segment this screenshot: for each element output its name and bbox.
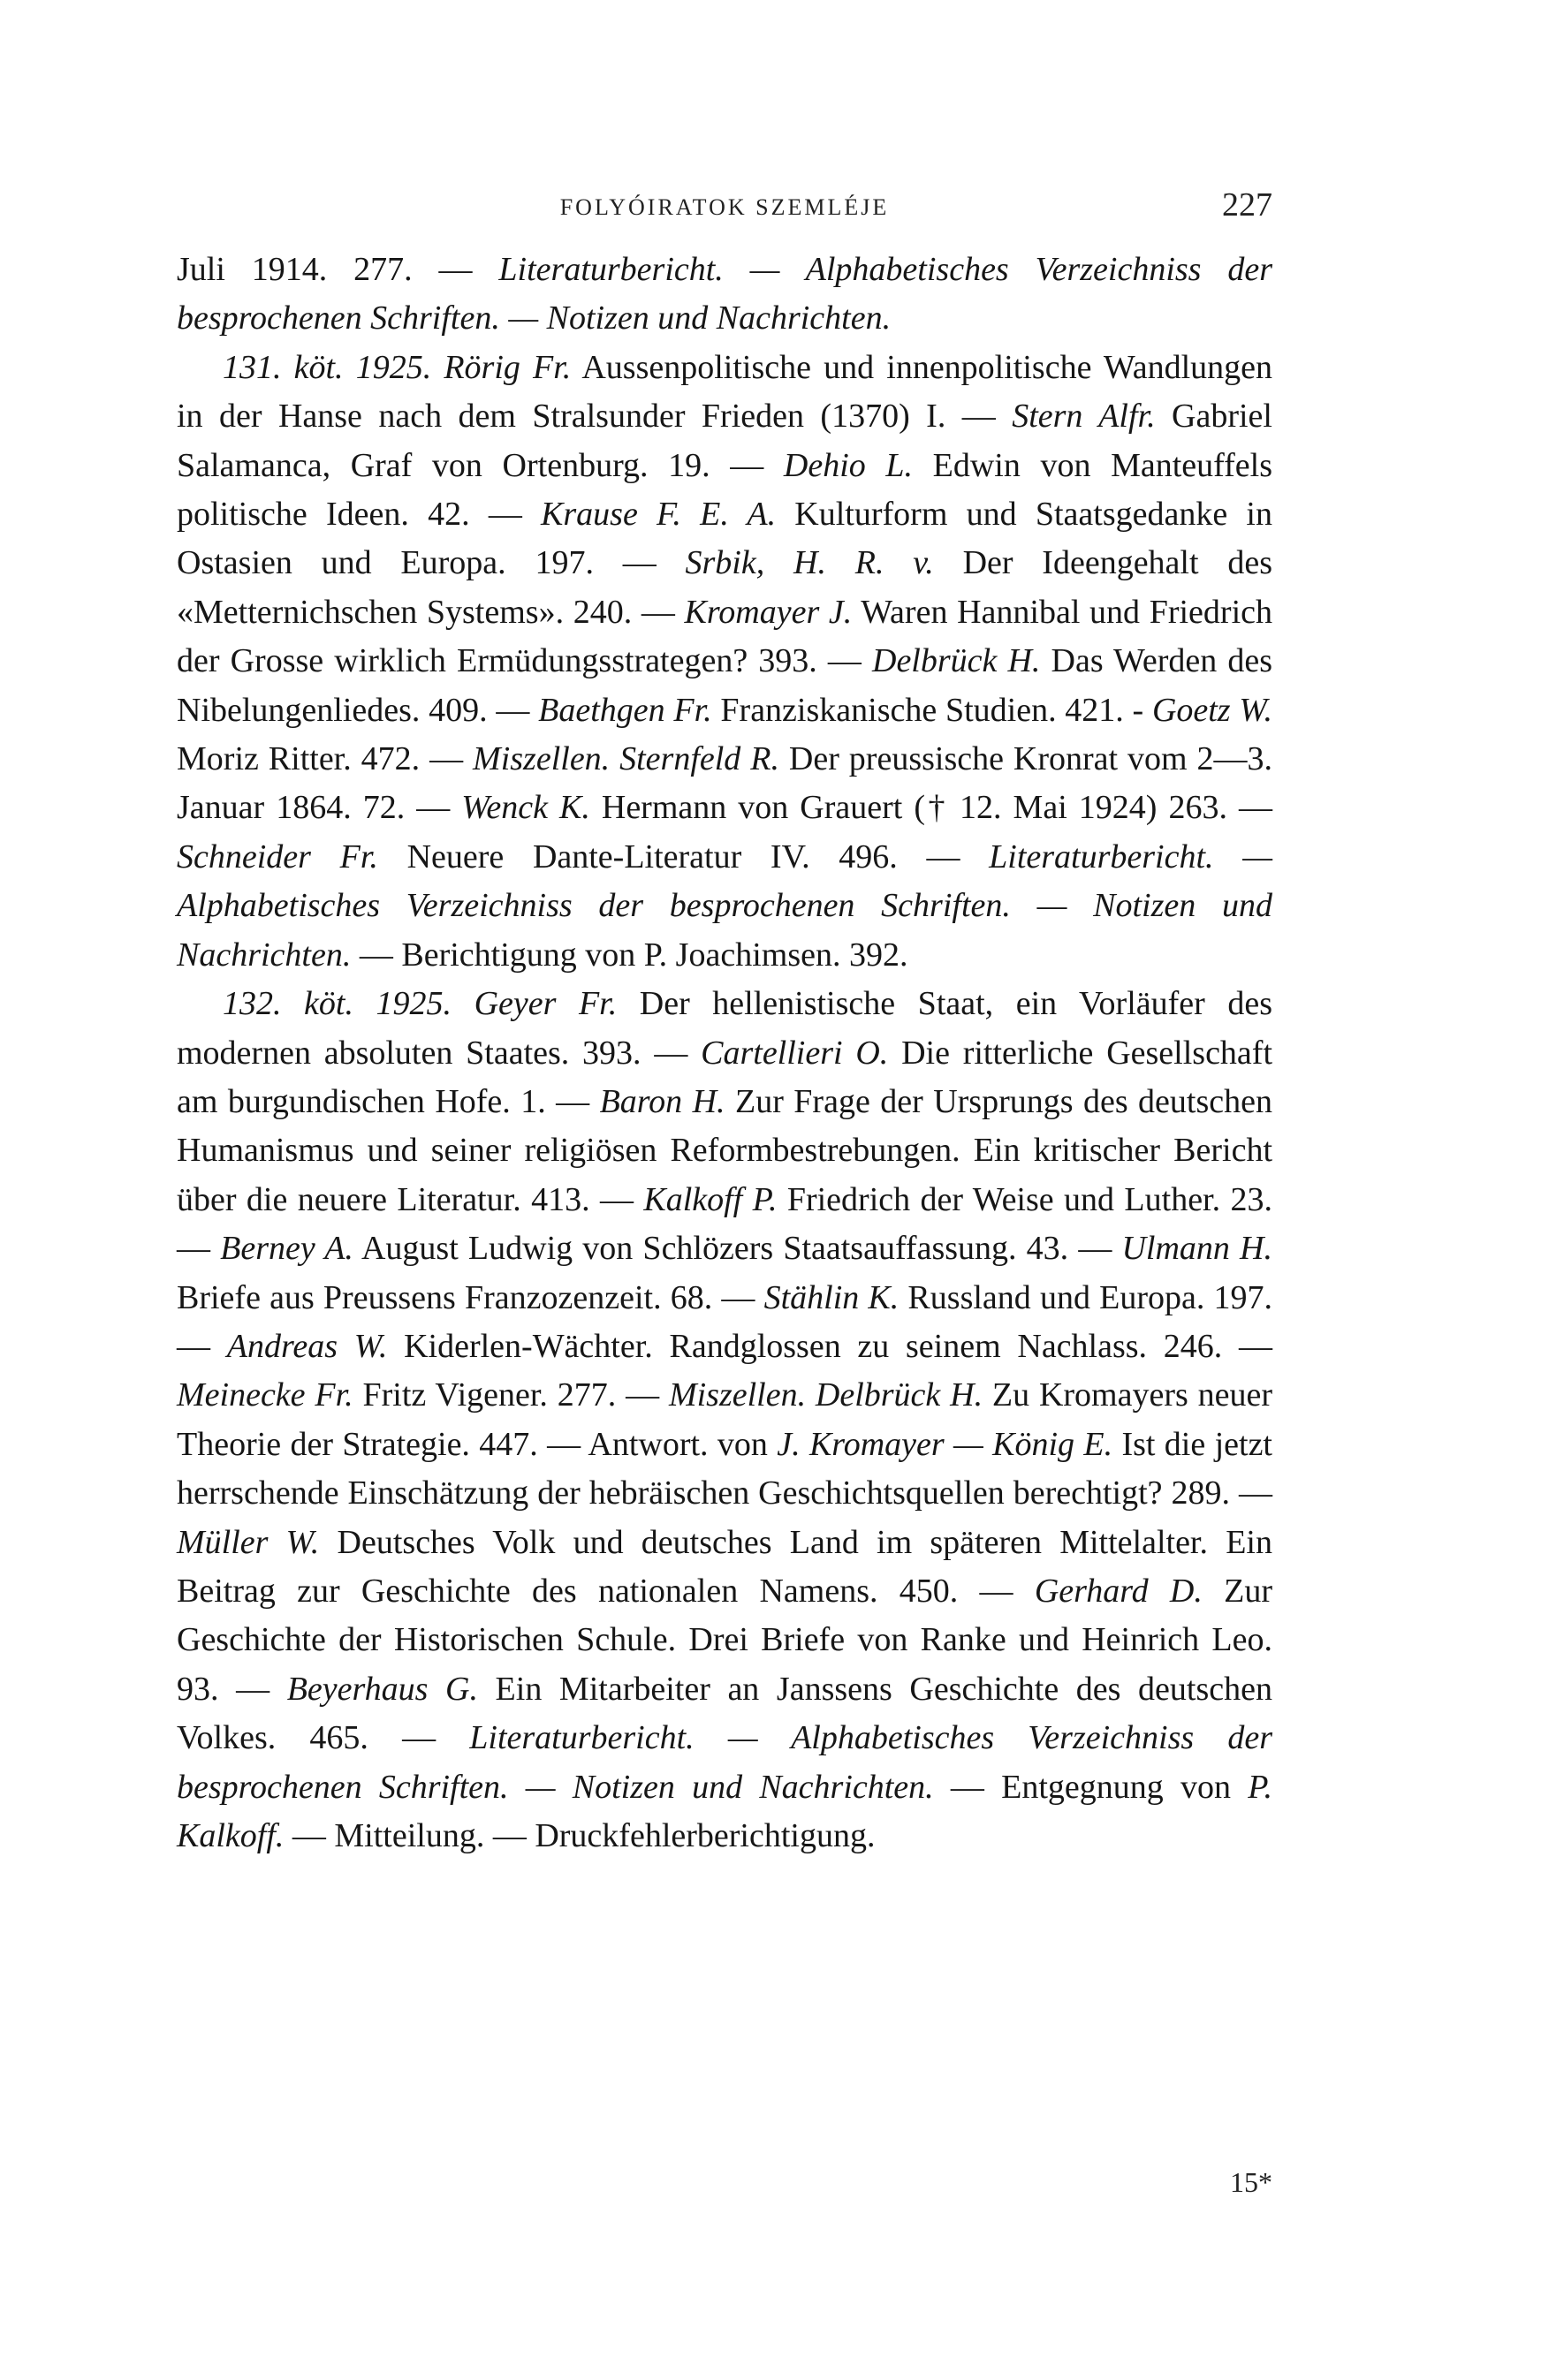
italic-run: Baron H. [599, 1082, 725, 1120]
italic-run: Meinecke Fr. [177, 1376, 353, 1414]
text-run: Neuere Dante-Literatur IV. 496. — [377, 838, 990, 875]
italic-run: Baethgen Fr. [538, 691, 712, 729]
sheet-signature-mark: 15* [1230, 2166, 1272, 2198]
text-run: Der hellenistische Staat, ein Vorläufer des modernen absoluten Staates. 393. — [177, 985, 1273, 1072]
italic-run: Stern Alfr. [1012, 398, 1156, 436]
text-run: — Mitteilung. — Druckfehlerberichtigung. [284, 1817, 876, 1854]
italic-run: Miszellen. Delbrück H. [668, 1376, 983, 1414]
running-title: FOLYÓIRATOK SZEMLÉJE [559, 194, 890, 220]
italic-run: Müller W. [177, 1523, 320, 1561]
page-number: 227 [1222, 186, 1272, 224]
italic-run: Kalkoff P. [643, 1180, 778, 1218]
body-text [177, 246, 1272, 1861]
italic-run: 131. köt. 1925. Rörig Fr. [223, 348, 572, 386]
italic-run: P. Kalkoff. [177, 1768, 1273, 1854]
text-run: Die ritterliche Gesellschaft am burgundischen Hofe. 1. — [177, 1034, 1273, 1120]
text-run: Juli 1914. 277. — [177, 251, 499, 288]
italic-run: Gerhard D. [1034, 1572, 1203, 1610]
text-run: Der preussische Kronrat vom 2—3. Januar 1864. 72. — [177, 740, 1273, 827]
italic-run: Wenck K. [461, 789, 590, 827]
text-run: Aussenpolitische und innenpolitische Wandlungen in der Hanse nach dem Stralsunder Frieden (1370) I. — [177, 348, 1272, 436]
text-run: Gabriel Salamanca, Graf von Ortenburg. 19. — [177, 398, 1272, 484]
italic-run: Andreas W. [226, 1327, 388, 1365]
italic-run: Stählin K. [763, 1278, 900, 1316]
text-run: Russland und Europa. 197. — [177, 1278, 1272, 1365]
text-run: Moriz Ritter. 472. — [177, 740, 474, 778]
paragraph-3 [177, 980, 1272, 1861]
italic-run: Kromayer J. [684, 593, 853, 631]
italic-run: Cartellieri O. [701, 1034, 889, 1072]
text-run: Ein Mitarbeiter an Janssens Geschichte des deutschen Volkes. 465. — [177, 1670, 1272, 1757]
text-run: Waren Hannibal und Friedrich der Grosse wirklich Ermüdungsstrategen? 393. — [177, 593, 1272, 680]
text-run: August Ludwig von Schlözers Staatsauffassung. 43. — [353, 1230, 1122, 1268]
text-run: — Entgegnung von [933, 1768, 1249, 1806]
paragraph-1 [177, 246, 1272, 344]
text-run: Zu Kromayers neuer Theorie der Strategie. 447. — Antwort. von [177, 1376, 1273, 1463]
page-header [177, 186, 1272, 239]
italic-run: Literaturbericht. — Alphabetisches Verzeichniss der besprochenen Schriften. — Notizen und Nachrichten. [177, 838, 1272, 974]
text-run: Franziskanische Studien. 421. - [711, 691, 1152, 729]
text-run: Hermann von Grauert († 12. Mai 1924) 263. — [589, 789, 1272, 827]
paragraph-2 [177, 344, 1272, 980]
italic-run: Literaturbericht. — Alphabetisches Verzeichniss der besprochenen Schriften. — Notizen und Nachrichten. [177, 251, 1272, 337]
text-run: Fritz Vigener. 277. — [353, 1376, 669, 1414]
italic-run: Beyerhaus G. [286, 1670, 478, 1708]
text-run: Der Ideengehalt des «Metternichschen Systems». 240. — [177, 544, 1272, 631]
italic-run: J. Kromayer — König E. [777, 1425, 1113, 1463]
text-run: — Berichtigung von P. Joachimsen. 392. [351, 936, 908, 974]
italic-run: Miszellen. Sternfeld R. [473, 740, 779, 778]
text-run: Deutsches Volk und deutsches Land im späteren Mittelalter. Ein Beitrag zur Geschichte des nationalen Namens. 450. — [177, 1523, 1272, 1610]
italic-run: Literaturbericht. — Alphabetisches Verzeichniss der besprochenen Schriften. — Notizen und Nachrichten. [177, 1719, 1272, 1806]
text-run: Kiderlen-Wächter. Randglossen zu seinem Nachlass. 246. — [387, 1327, 1272, 1365]
italic-run: Srbik, H. R. v. [685, 544, 934, 582]
italic-run: Goetz W. [1151, 691, 1272, 729]
text-run: Briefe aus Preussens Franzozenzeit. 68. — [177, 1278, 764, 1316]
text-run: Ist die jetzt herrschende Einschätzung der hebräischen Geschichtsquellen berechtigt? 289. — [177, 1425, 1272, 1512]
text-run: Zur Geschichte der Historischen Schule. Drei Briefe von Ranke und Heinrich Leo. 93. — [177, 1572, 1273, 1708]
italic-run: Krause F. E. A. [541, 496, 777, 534]
italic-run: Berney A. [220, 1230, 353, 1268]
italic-run: Schneider Fr. [177, 838, 378, 875]
italic-run: 132. köt. 1925. Geyer Fr. [223, 985, 618, 1023]
italic-run: Ulmann H. [1121, 1230, 1273, 1268]
italic-run: Delbrück H. [872, 642, 1041, 680]
text-run: Zur Frage der Ursprungs des deutschen Humanismus und seiner religiösen Reformbestrebungen. Ein kritischer Bericht über die neuere Literatur. 413. — [177, 1082, 1272, 1218]
text-run: Das Werden des Nibelungenliedes. 409. — [177, 642, 1272, 729]
text-run: Edwin von Manteuffels politische Ideen. 42. — [177, 446, 1273, 534]
text-run: Friedrich der Weise und Luther. 23. — [177, 1180, 1273, 1268]
italic-run: Dehio L. [783, 446, 914, 484]
text-run: Kulturform und Staatsgedanke in Ostasien und Europa. 197. — [177, 496, 1272, 582]
